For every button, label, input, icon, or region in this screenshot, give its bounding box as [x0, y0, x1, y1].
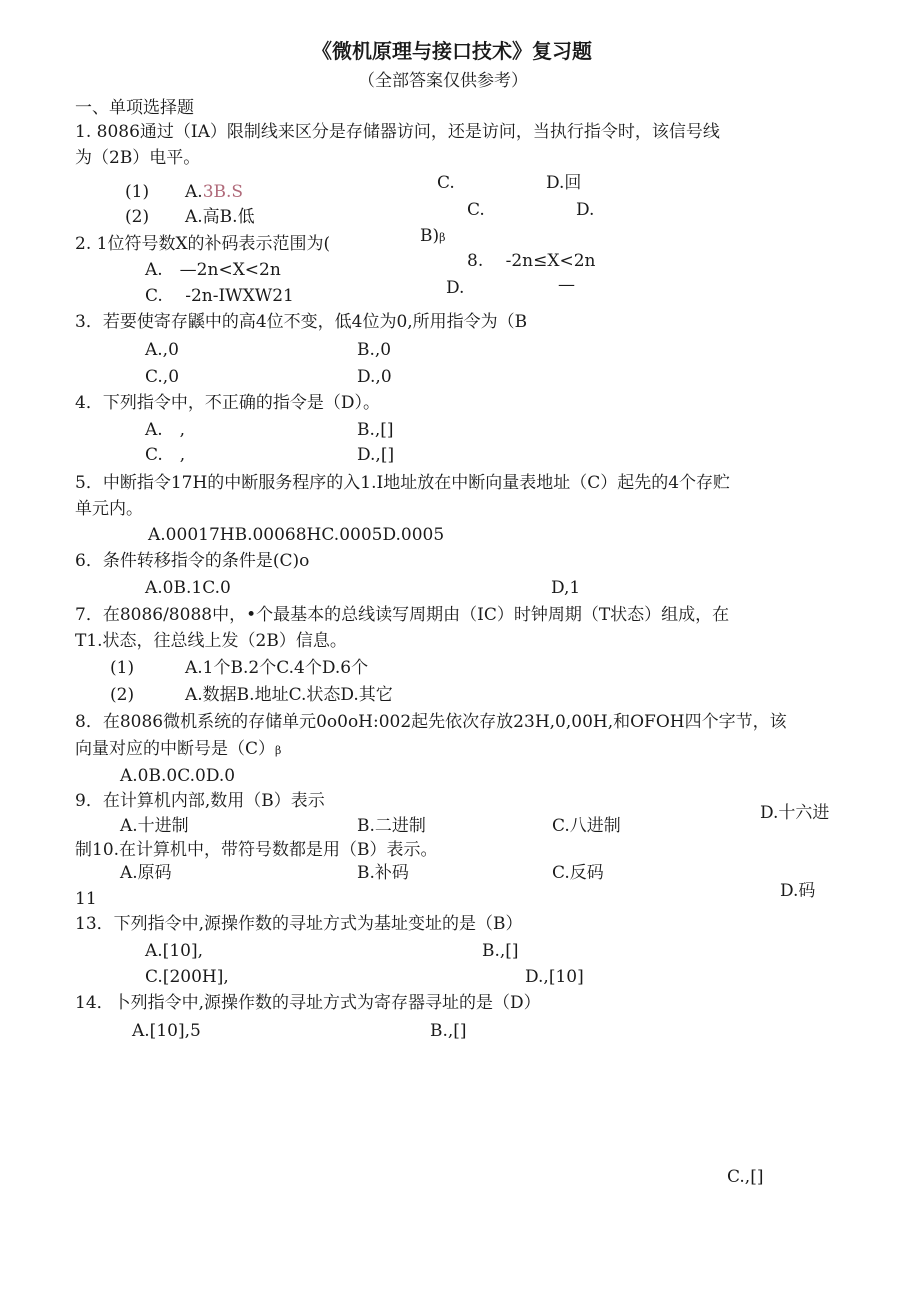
question-10-option-b: B.补码 — [357, 863, 409, 883]
question-10-option-a: A.原码 — [120, 863, 172, 883]
question-1-sub-2-option-c: C. — [467, 200, 485, 220]
question-3-option-a: A.,0 — [145, 340, 179, 360]
question-7-sub-2-options: A.数据B.地址C.状态D.其它 — [185, 685, 393, 705]
question-9-option-c: C.八进制 — [552, 816, 621, 836]
question-9-option-a: A.十进制 — [120, 816, 189, 836]
question-4-option-a: A. , — [145, 420, 186, 440]
question-14-line: 14．卜列指令中,源操作数的寻址方式为寄存器寻址的是（D） — [75, 993, 541, 1013]
question-13-line: 13．下列指令中,源操作数的寻址方式为基址变址的是（B） — [75, 914, 523, 934]
question-7-line-2: T1.状态，往总线上发（2B）信息。 — [75, 631, 347, 651]
page-subtitle: （全部答案仅供参考） — [358, 71, 528, 91]
question-10-line: 制10.在计算机中，带符号数都是用（B）表示。 — [75, 840, 438, 860]
question-2-option-8: 8. -2n≤X<2n — [467, 251, 596, 271]
question-2-option-d: D. — [446, 278, 465, 298]
question-5-line-1: 5．中断指令17H的中断服务程序的入1.I地址放在中断向量表地址（C）起先的4个存贮 — [75, 473, 731, 493]
question-1-sub-2-options-ab: A.高B.低 — [185, 207, 255, 227]
question-6-options-abc: A.0B.1C.0 — [145, 578, 231, 598]
section-heading: 一、单项选择题 — [75, 98, 194, 118]
question-14-option-b: B.,[] — [430, 1021, 467, 1041]
question-5-options: A.00017HB.00068HC.0005D.0005 — [148, 525, 445, 545]
question-13-option-d: D.,[10] — [525, 967, 584, 987]
question-2-option-b: B)β — [420, 226, 446, 246]
question-2-dash: — — [558, 275, 575, 295]
question-8-line-2: 向量对应的中断号是（C）β — [75, 739, 282, 759]
question-3-option-d: D.,0 — [357, 367, 392, 387]
question-10-option-c: C.反码 — [552, 863, 604, 883]
question-5-line-2: 单元内。 — [75, 499, 143, 519]
question-3-option-b: B.,0 — [357, 340, 392, 360]
question-4-line: 4．下列指令中，不正确的指令是（D）。 — [75, 393, 380, 413]
question-1-sub-1-number: (1) — [125, 182, 150, 202]
question-3-line: 3．若要使寄存鼷中的高4位不变，低4位为0,所用指令为（B — [75, 312, 528, 332]
question-13-option-a: A.[10], — [145, 941, 203, 961]
question-8-line-1: 8．在8086微机系统的存储单元0o0oH:002起先依次存放23H,0,00H,和OFOH四个字节，该 — [75, 712, 787, 732]
question-6-option-d: D,1 — [551, 578, 581, 598]
question-1-line-1: 1. 8086通过（IA）限制线来区分是存储器访问，还是访问，当执行指令时，该信号线 — [75, 122, 720, 142]
question-4-option-d: D.,[] — [357, 445, 395, 465]
question-6-line: 6．条件转移指令的条件是(C)o — [75, 551, 310, 571]
question-14-option-c: C.,[] — [727, 1167, 764, 1187]
question-9-option-d: D.十六进 — [760, 803, 830, 823]
question-13-option-c: C.[200H], — [145, 967, 229, 987]
question-7-sub-1-options: A.1个B.2个C.4个D.6个 — [185, 658, 369, 678]
question-13-option-b: B.,[] — [482, 941, 519, 961]
question-1-line-2: 为（2B）电平。 — [75, 148, 201, 168]
question-4-option-c: C. , — [145, 445, 186, 465]
question-4-option-b: B.,[] — [357, 420, 394, 440]
question-10-option-d: D.码 — [780, 881, 816, 901]
question-1-sub-2-option-d: D. — [576, 200, 595, 220]
question-9-line: 9．在计算机内部,数用（B）表示 — [75, 791, 325, 811]
question-7-sub-1-number: (1) — [110, 658, 135, 678]
question-8-options: A.0B.0C.0D.0 — [120, 766, 236, 786]
question-1-sub-2-number: (2) — [125, 207, 150, 227]
question-14-option-a: A.[10],5 — [132, 1021, 201, 1041]
question-7-line-1: 7．在8086/8088中，•个最基本的总线读写周期由（IC）时钟周期（T状态）组成，在 — [75, 605, 730, 625]
question-2-option-c: C. -2n-IWXW21 — [145, 286, 294, 306]
question-9-option-b: B.二进制 — [357, 816, 426, 836]
question-1-sub-1-option-c: C. — [437, 173, 455, 193]
question-1-sub-1-option-d: D.回 — [546, 173, 582, 193]
question-11-number: 11 — [75, 889, 97, 909]
question-2-option-a: A. —2n<X<2n — [145, 260, 281, 280]
question-3-option-c: C.,0 — [145, 367, 180, 387]
question-2-line: 2. 1位符号数X的补码表示范围为( — [75, 234, 331, 254]
question-7-sub-2-number: (2) — [110, 685, 135, 705]
question-1-sub-1-option-a: A.3B.S — [185, 182, 244, 202]
page-title: 《微机原理与接口技术》复习题 — [312, 39, 592, 63]
